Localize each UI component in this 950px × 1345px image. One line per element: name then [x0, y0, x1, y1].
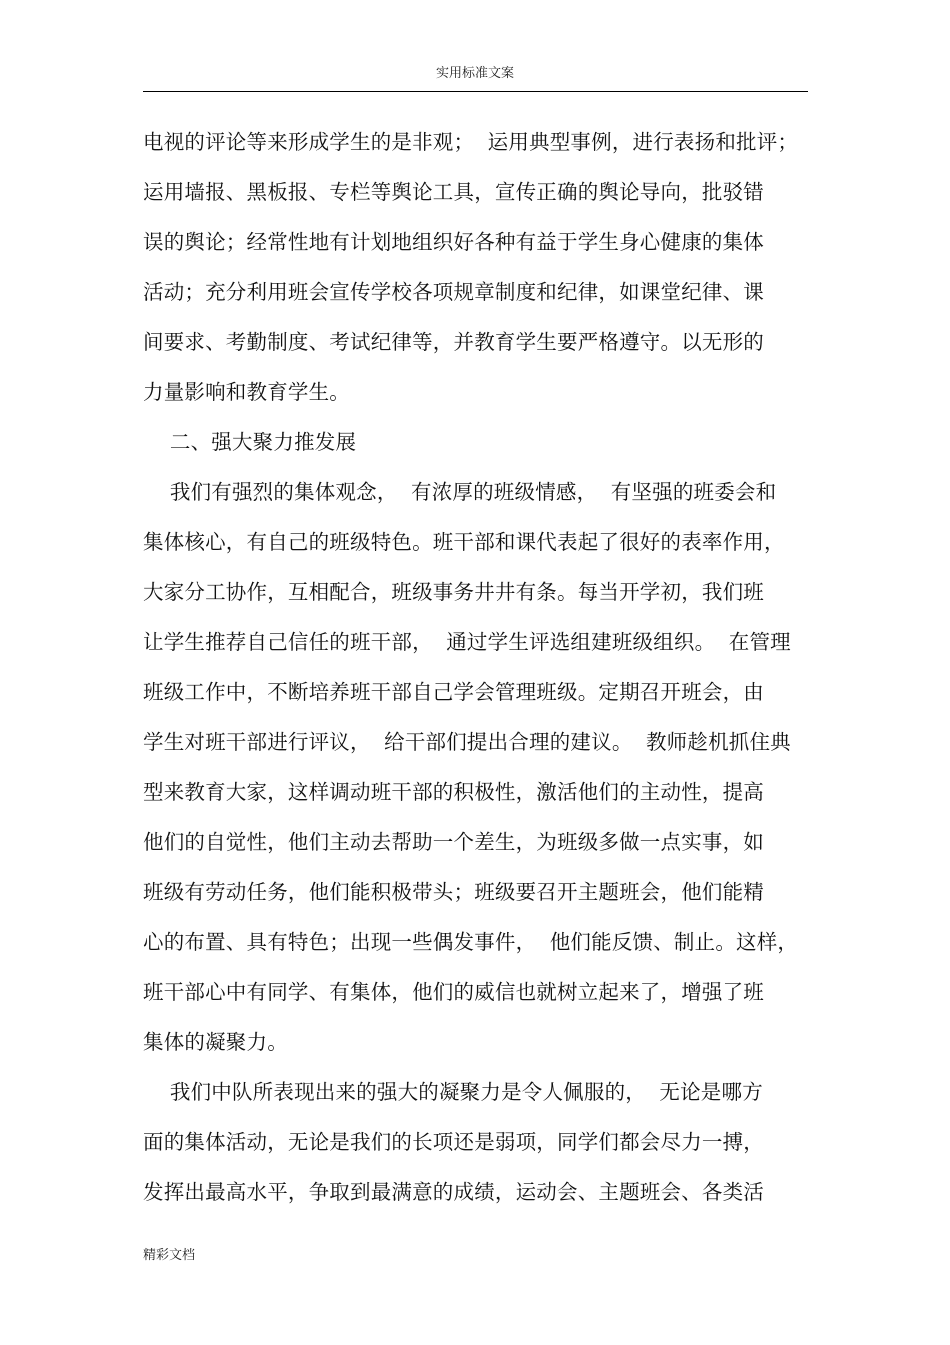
text-line: 班级工作中，不断培养班干部自己学会管理班级。定期召开班会，由: [143, 680, 764, 704]
text-line: 误的舆论；经常性地有计划地组织好各种有益于学生身心健康的集体: [143, 230, 764, 254]
text-line: 班干部心中有同学、有集体，他们的威信也就树立起来了，增强了班: [143, 980, 764, 1004]
text-line: 让学生推荐自己信任的班干部， 通过学生评选组建班级组织。 在管理: [143, 630, 791, 654]
text-line: 活动；充分利用班会宣传学校各项规章制度和纪律，如课堂纪律、课: [143, 280, 764, 304]
text-line: 面的集体活动，无论是我们的长项还是弱项，同学们都会尽力一搏，: [143, 1130, 764, 1154]
text-line: 他们的自觉性，他们主动去帮助一个差生，为班级多做一点实事，如: [143, 830, 764, 854]
text-line: 心的布置、具有特色；出现一些偶发事件， 他们能反馈、制止。这样，: [143, 930, 799, 954]
text-line: 间要求、考勤制度、考试纪律等，并教育学生要严格遵守。以无形的: [143, 330, 764, 354]
page-header-title: 实用标准文案: [435, 66, 514, 81]
text-line: 力量影响和教育学生。: [143, 380, 350, 404]
text-line: 班级有劳动任务，他们能积极带头；班级要召开主题班会，他们能精: [143, 880, 764, 904]
text-line: 运用墙报、黑板报、专栏等舆论工具，宣传正确的舆论导向，批驳错: [143, 180, 764, 204]
section-heading: 二、强大聚力推发展: [143, 430, 357, 454]
text-line: 集体核心，有自己的班级特色。班干部和课代表起了很好的表率作用，: [143, 530, 785, 554]
text-line: 集体的凝聚力。: [143, 1030, 288, 1054]
text-line: 学生对班干部进行评议， 给干部们提出合理的建议。 教师趁机抓住典: [143, 730, 791, 754]
text-line: 电视的评论等来形成学生的是非观； 运用典型事例，进行表扬和批评；: [143, 130, 799, 154]
text-line: 大家分工协作，互相配合，班级事务井井有条。每当开学初，我们班: [143, 580, 764, 604]
page-footer-label: 精彩文档: [143, 1248, 196, 1263]
header-divider: [143, 91, 808, 92]
text-line: 我们中队所表现出来的强大的凝聚力是令人佩服的， 无论是哪方: [143, 1080, 763, 1104]
text-line: 发挥出最高水平，争取到最满意的成绩，运动会、主题班会、各类活: [143, 1180, 764, 1204]
text-line: 型来教育大家，这样调动班干部的积极性，激活他们的主动性，提高: [143, 780, 764, 804]
text-line: 我们有强烈的集体观念， 有浓厚的班级情感， 有坚强的班委会和: [143, 480, 777, 504]
document-body: [143, 122, 808, 1222]
